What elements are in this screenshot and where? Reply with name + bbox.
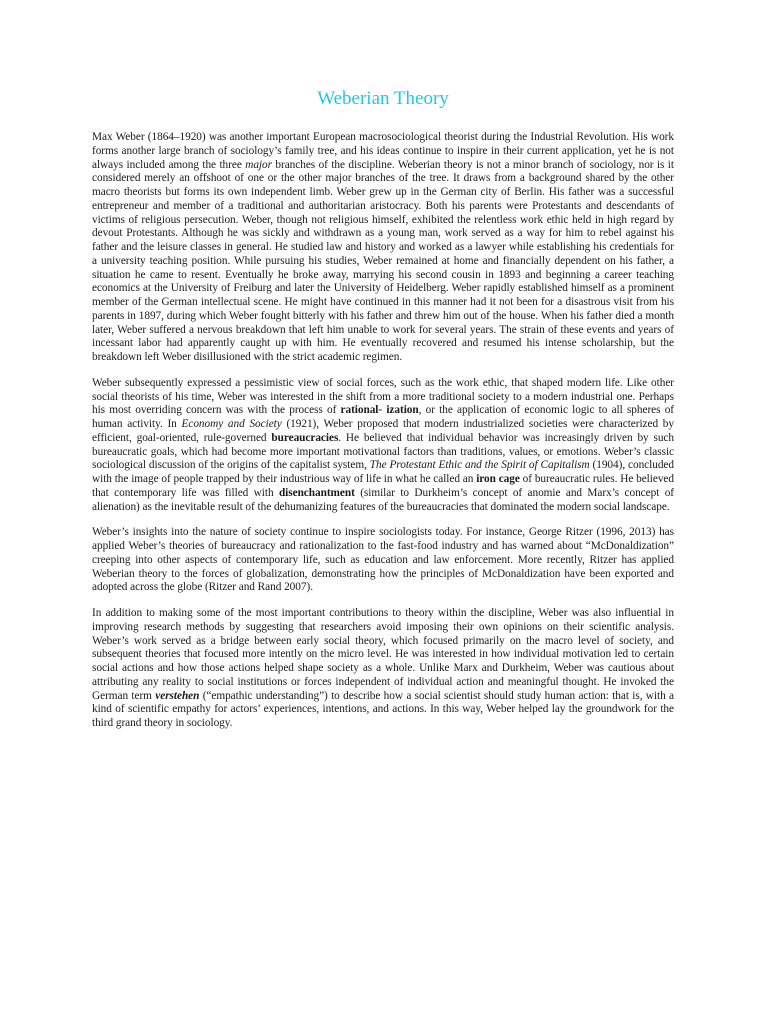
document-body [92,131,674,731]
body-paragraph [92,607,674,731]
bold-term: disenchantment [278,486,355,499]
text-run: (1921), Weber proposed that modern industrialized societies were characterized by efficient, goal-oriented, rule-governed [92,418,674,444]
text-run: of bureaucratic rules. He believed that contemporary life was filled with [92,473,674,499]
italic-text: The Protestant Ethic and the Spirit of Capitalism [369,459,590,472]
body-paragraph [92,526,674,595]
body-paragraph [92,377,674,515]
text-run: , or the application of economic logic to all spheres of human activity. In [92,404,675,430]
text-run: Max Weber (1864–1920) was another important European macrosociological theorist during the Industrial Revolution. His work forms another large branch of sociology’s family tree, and his ideas continue to inspire in their current application, yet he is not always included among the three [92,131,674,171]
bold-term: iron cage [476,473,520,485]
text-run: Weber subsequently expressed a pessimistic view of social forces, such as the work ethic, that shaped modern life. Like other social theorists of his time, Weber was interested in the shift from a more traditional society to a modern industrial one. Perhaps his most overriding concern was with the process of [92,376,674,417]
text-run: branches of the discipline. Weberian theory is not a minor branch of sociology, nor is it considered merely an offshoot of one or the other major branches of the tree. It draws from a background shared by the other macro theorists but forms its own independent limb. Weber grew up in the German city of Berlin. His father was a successful entrepreneur and member of a traditional and authoritarian aristocracy. Both his parents were Protestants and descendants of victims of religious persecution. Weber, though not religious himself, exhibited the relentless work ethic held in high regard by devout Protestants. Although he was sickly and withdrawn as a young man, work served as a way for him to rebel against his father and the leisure classes in general. He studied law and history and worked as a lawyer while establishing his credentials for a university teaching position. While pursuing his studies, Weber remained at home and financially dependent on his father, a situation he came to resent. Eventually he broke away, marrying his second cousin in 1893 and beginning a career teaching economics at the University of Freiburg and later the University of Heidelberg. Weber rapidly established himself as a prominent member of the German intellectual scene. He might have continued in this manner had it not been for a disastrous visit from his parents in 1897, during which Weber fought bitterly with his father and threw him out of the house. When his father died a month later, Weber suffered a nervous breakdown that left him unable to work for several years. The strain of these events and years of incessant labor had apparently caught up with him. He eventually recovered and resumed his intense scholarship, but the breakdown left Weber disillusioned with the strict academic regimen. [92,158,674,363]
text-run: Weber’s insights into the nature of society continue to inspire sociologists today. For instance, George Ritzer (1996, 2013) has applied Weber’s theories of bureaucracy and rationalization to the fast-food industry and has warned about “McDonaldization” creeping into other aspects of contemporary life, such as education and law enforcement. More recently, Ritzer has applied Weberian theory to the forces of globalization, demonstrating how the principles of McDonaldization have been exported and adopted across the globe (Ritzer and Rand 2007). [92,526,674,594]
text-run: In addition to making some of the most important contributions to theory within the discipline, Weber was also influential in improving research methods by suggesting that researchers avoid imposing their own opinions on their scientific analysis. Weber’s work served as a bridge between early social theory, which focused primarily on the macro level of society, and subsequent theories that focused more intently on the micro level. He was interested in how individual motivation led to certain social actions and how those actions helped shape society as a whole. Unlike Marx and Durkheim, Weber was cautious about attributing any reality to social institutions or forces independent of individual action and meaningful thought. He invoked the German term [92,607,674,702]
bold-term: bureaucracies [271,431,339,444]
italic-text: Economy and Society [181,418,282,430]
document-page [92,86,674,743]
text-run: (1904), concluded with the image of people trapped by their industrious way of life in what he called an [92,459,674,485]
text-run: (“empathic understanding”) to describe how a social scientist should study human action: that is, with a kind of scientific empathy for actors’ experiences, intentions, and actions. In this way, Weber helped lay the groundwork for the third grand theory in sociology. [92,689,674,729]
bold-term: rational- ization [340,404,419,417]
text-run: . He believed that individual behavior was increasingly driven by such bureaucratic goals, which had become more important motivational factors than traditions, values, or emotions. Weber’s classic sociological discussion of the origins of the capitalist system, [92,431,674,472]
bold-italic-term: verstehen [155,689,200,702]
text-run: (similar to Durkheim’s concept of anomie and Marx’s concept of alienation) as the inevitable result of the dehumanizing features of the bureaucracies that dominated the modern social landscape. [92,486,675,513]
italic-text: major [245,158,272,171]
document-title: Weberian Theory [317,88,449,109]
body-paragraph [92,131,674,365]
